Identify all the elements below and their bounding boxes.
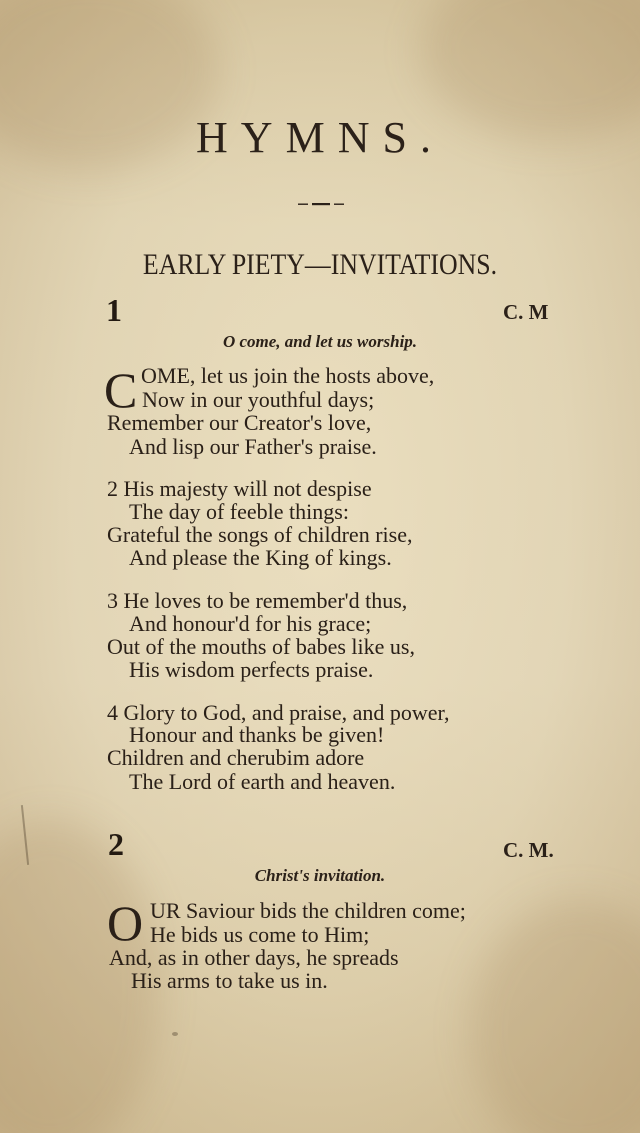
verse-line: 2 His majesty will not despise	[107, 476, 372, 501]
drop-cap: O	[107, 895, 144, 951]
verse-line: Now in our youthful days;	[142, 387, 375, 412]
hymn-number: 2	[108, 826, 124, 862]
verse-line: His arms to take us in.	[131, 968, 328, 993]
hymn-meter: C. M	[503, 300, 549, 324]
hymn-subtitle: Christ's invitation.	[254, 866, 386, 885]
hymn-meter: C. M.	[503, 838, 554, 862]
verse-line: Remember our Creator's love,	[107, 410, 372, 435]
title-rule-ornament	[298, 202, 344, 206]
verse-line: His wisdom perfects praise.	[129, 657, 374, 682]
verse-line: The day of feeble things:	[129, 499, 349, 524]
verse-line: OME, let us join the hosts above,	[141, 363, 435, 388]
verse-line: And honour'd for his grace;	[129, 611, 372, 636]
page-mark	[172, 1032, 178, 1036]
verse-line: He bids us come to Him;	[150, 922, 370, 947]
section-heading: EARLY PIETY—INVITATIONS.	[142, 248, 498, 281]
verse-line: 4 Glory to God, and praise, and power,	[107, 700, 450, 725]
verse-line: And, as in other days, he spreads	[109, 945, 399, 970]
verse-line: Out of the mouths of babes like us,	[107, 634, 415, 659]
verse-line: Honour and thanks be given!	[129, 722, 385, 747]
hymn-subtitle: O come, and let us worship.	[222, 332, 418, 351]
hymn-number: 1	[106, 292, 122, 328]
page-title: HYMNS.	[196, 113, 444, 162]
verse-line: UR Saviour bids the children come;	[150, 898, 466, 923]
verse-line: The Lord of earth and heaven.	[129, 769, 396, 794]
verse-line: And please the King of kings.	[129, 545, 392, 570]
verse-line: 3 He loves to be remember'd thus,	[107, 588, 408, 613]
verse-line: Children and cherubim adore	[107, 745, 365, 770]
verse-line: Grateful the songs of children rise,	[107, 522, 413, 547]
verse-line: And lisp our Father's praise.	[129, 434, 377, 459]
drop-cap: C	[104, 362, 138, 418]
